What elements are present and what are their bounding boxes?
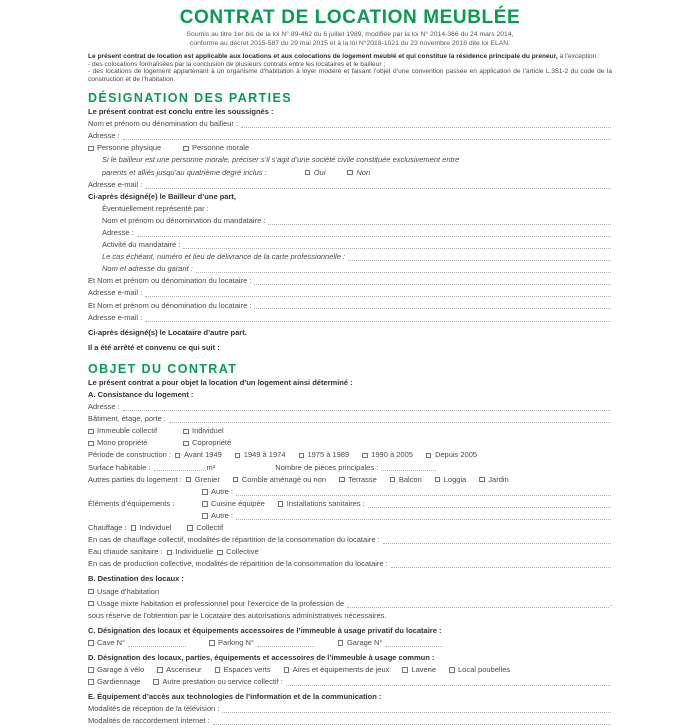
checkbox-autre-equipement[interactable] — [202, 510, 233, 522]
mandataire-address-row — [88, 227, 612, 239]
checkbox-label: Aires et équipements de jeux — [292, 665, 390, 675]
represente-row — [88, 203, 612, 215]
checkbox-chauffage-individuel[interactable] — [131, 522, 172, 534]
checkbox-jardin[interactable] — [479, 474, 508, 486]
checkbox-individuel[interactable] — [183, 425, 224, 437]
locataire-1-row — [88, 275, 612, 287]
bailleur-name-label: Nom et prénom ou dénomination du bailleur : — [88, 119, 239, 129]
checkbox-label: Laverie — [411, 665, 437, 675]
internet-field[interactable] — [213, 716, 611, 725]
checkbox-cave[interactable] — [88, 637, 125, 649]
surface-field[interactable] — [154, 462, 206, 471]
tv-label: Modalités de réception de la télévision : — [88, 704, 220, 714]
garant-label: Nom et adresse du garant : — [102, 264, 193, 274]
checkbox-aires-jeux[interactable] — [284, 664, 390, 676]
construction-period-row — [88, 449, 612, 461]
locataire-2-email-row — [88, 312, 612, 324]
checkbox-icon[interactable] — [347, 170, 353, 176]
checkbox-icon[interactable] — [339, 477, 345, 483]
hot-water-row — [88, 546, 612, 558]
checkbox-label: Comble aménagé ou non — [241, 474, 327, 484]
checkbox-label: 1975 à 1989 — [307, 450, 350, 460]
section-e-title-row — [88, 691, 612, 703]
checkbox-label: Usage d’habitation — [97, 586, 160, 596]
section-c-title-row — [88, 625, 612, 637]
checkbox-1949-1974[interactable] — [235, 449, 286, 461]
carte-pro-row — [88, 251, 612, 263]
checkbox-icon[interactable] — [299, 453, 305, 459]
property-type-row — [88, 437, 612, 449]
checkbox-cuisine-equipee[interactable] — [202, 498, 265, 510]
bailleur-name-field[interactable] — [241, 119, 611, 128]
subtitle-line-1: Soumis au titre 1er bis de la loi N° 89-462 du 6 juillet 1989, modifiée par la loi N° 2014-366 du 24 mars 2014, — [186, 31, 514, 38]
checkbox-icon[interactable] — [183, 429, 189, 435]
checkbox-label: Installations sanitaires : — [286, 498, 365, 508]
mandataire-address-field[interactable] — [137, 228, 611, 237]
section-d-title: D. Désignation des locaux, parties, équipements et accessoires de l’immeuble à usage commun : — [88, 652, 435, 662]
checkbox-icon[interactable] — [131, 525, 137, 531]
checkbox-icon[interactable] — [284, 667, 290, 673]
equipment-autre-row — [88, 510, 612, 522]
bailleur-part-row — [88, 191, 612, 203]
hot-water-note-row — [88, 558, 612, 570]
intro-bullet-2: - des locations de logement appartenant à un organisme d’habitation à loyer modéré et faisant l’objet d’une convention passée en application de l’article L.351-2 du code de la construction et de l’habitation. — [88, 68, 612, 83]
bailleur-address-label: Adresse : — [88, 131, 120, 141]
checkbox-label: Garage à vélo — [97, 665, 145, 675]
locataire-2-field[interactable] — [254, 300, 611, 309]
checkbox-garage-velo[interactable] — [88, 664, 144, 676]
checkbox-icon[interactable] — [175, 453, 181, 459]
checkbox-icon[interactable] — [278, 501, 284, 507]
cave-number-field[interactable] — [128, 638, 186, 647]
usage-habitation-row — [88, 586, 612, 598]
batiment-field[interactable] — [169, 414, 611, 423]
checkbox-gardiennage[interactable] — [88, 676, 140, 688]
checkbox-icon[interactable] — [88, 589, 94, 595]
usage-reserve-text: sous réserve de l’obtention par le Locataire des autorisations administratives nécessaires. — [88, 610, 387, 620]
checkbox-parking[interactable] — [209, 637, 254, 649]
checkbox-label: Personne physique — [97, 143, 162, 153]
checkbox-icon[interactable] — [187, 525, 193, 531]
checkbox-icon[interactable] — [88, 429, 94, 435]
section-c-title: C. Désignation des locaux et équipements accessoires de l’immeuble à usage privatif du locataire : — [88, 625, 442, 635]
checkbox-label: Jardin — [488, 474, 509, 484]
usage-reserve-row — [88, 610, 612, 622]
bailleur-email-label: Adresse e-mail : — [88, 179, 143, 189]
checkbox-balcon[interactable] — [390, 474, 422, 486]
intro-paragraph — [88, 53, 612, 83]
checkbox-label: Garage N° — [346, 637, 383, 647]
locataire-part-text: Ci-après désigné(s) le Locataire d’autre part. — [88, 327, 247, 337]
carte-pro-field[interactable] — [348, 252, 611, 261]
checkbox-copropriete[interactable] — [183, 437, 231, 449]
checkbox-icon[interactable] — [209, 640, 215, 646]
other-parts-label: Autres parties du logement : — [88, 474, 182, 484]
mandataire-address-label: Adresse : — [102, 227, 134, 237]
hot-water-label: Eau chaude sanitaire : — [88, 547, 163, 557]
page-title: CONTRAT DE LOCATION MEUBLÉE — [179, 7, 521, 28]
checkbox-icon[interactable] — [153, 679, 159, 685]
checkbox-label: Autre : — [211, 486, 234, 496]
garage-number-field[interactable] — [385, 638, 443, 647]
objet-intro: Le présent contrat a pour objet la location d’un logement ainsi déterminé : — [88, 377, 353, 387]
objet-intro-row — [88, 377, 612, 389]
building-type-row — [88, 425, 612, 437]
checkbox-avant-1949[interactable] — [175, 449, 222, 461]
checkbox-loggia[interactable] — [435, 474, 467, 486]
checkbox-label: Grenier — [194, 474, 220, 484]
checkbox-eau-collective[interactable] — [217, 546, 259, 558]
checkbox-espaces-verts[interactable] — [215, 664, 271, 676]
heating-label: Chauffage : — [88, 523, 127, 533]
mandataire-activity-field[interactable] — [183, 240, 611, 249]
checkbox-icon[interactable] — [202, 513, 208, 519]
checkbox-icon[interactable] — [390, 477, 396, 483]
intro-rest: à l’exception : — [557, 53, 600, 61]
hot-water-note-field[interactable] — [391, 559, 611, 568]
checkbox-label: Cave N° — [97, 637, 126, 647]
checkbox-icon[interactable] — [426, 453, 432, 459]
section-b-title-row — [88, 573, 612, 585]
checkbox-label: 1990 à 2005 — [371, 450, 413, 460]
locataire-2-label: Et Nom et prénom ou dénomination du locataire : — [88, 300, 252, 310]
person-type-row — [88, 142, 612, 154]
tv-row — [88, 703, 612, 715]
morale-note-line-2: parents et alliés jusqu’au quatrième degré inclus : — [102, 167, 267, 177]
checkbox-icon[interactable] — [402, 667, 408, 673]
checkbox-icon[interactable] — [217, 550, 223, 556]
morale-note-row-2 — [88, 167, 612, 179]
checkbox-terrasse[interactable] — [339, 474, 377, 486]
checkbox-eau-individuelle[interactable] — [167, 546, 214, 558]
checkbox-autre-prestation[interactable] — [153, 676, 282, 688]
checkbox-label: Immeuble collectif — [97, 426, 158, 436]
checkbox-label: Espaces verts — [223, 665, 271, 675]
section-d-title-row — [88, 652, 612, 664]
checkbox-icon[interactable] — [186, 477, 192, 483]
bailleur-email-row — [88, 179, 612, 191]
morale-note-row-1 — [88, 154, 612, 166]
heating-note-row — [88, 534, 612, 546]
locataire-1-email-row — [88, 287, 612, 299]
checkbox-chauffage-collectif[interactable] — [187, 522, 223, 534]
checkbox-usage-habitation[interactable] — [88, 586, 159, 598]
checkbox-installations-sanitaires[interactable] — [278, 498, 365, 510]
bailleur-address-row — [88, 130, 612, 142]
section-heading-designation: DÉSIGNATION DES PARTIES — [88, 91, 292, 106]
intro-bullet-1: - des colocations formalisées par la conclusion de plusieurs contrats entre les locataires et le bailleur ; — [88, 60, 386, 68]
usage-mixte-row — [88, 598, 612, 610]
surface-label: Surface habitable : — [88, 462, 151, 472]
section-a-title: A. Consistance du logement : — [88, 390, 194, 399]
checkbox-label: Cuisine équipée — [211, 498, 265, 508]
checkbox-label: Balcon — [398, 474, 422, 484]
checkbox-label: Depuis 2005 — [434, 450, 478, 460]
checkbox-label: Autre : — [211, 510, 234, 520]
checkbox-label: Ascenseur — [166, 665, 202, 675]
checkbox-immeuble-collectif[interactable] — [88, 425, 183, 437]
garant-row — [88, 263, 612, 275]
bailleur-email-field[interactable] — [145, 180, 611, 189]
mandataire-activity-label: Activité du mandataire : — [102, 240, 181, 250]
checkbox-label: Parking N° — [218, 637, 254, 647]
checkbox-icon[interactable] — [233, 477, 239, 483]
legal-subtitle — [88, 30, 612, 48]
internet-row — [88, 715, 612, 727]
checkbox-label: Oui — [313, 167, 326, 177]
checkbox-label: Copropriété — [192, 438, 232, 448]
checkbox-icon[interactable] — [235, 453, 241, 459]
usage-mixte-period: . — [609, 598, 612, 608]
locataire-1-email-field[interactable] — [145, 288, 611, 297]
mandataire-activity-row — [88, 239, 612, 251]
checkbox-icon[interactable] — [88, 601, 94, 607]
checkbox-autre-partie[interactable] — [202, 486, 233, 498]
m2-unit: m² — [206, 462, 216, 472]
section-b-title: B. Destination des locaux : — [88, 574, 184, 584]
locataire-1-label: Et Nom et prénom ou dénomination du locataire : — [88, 276, 252, 286]
locataire-2-email-field[interactable] — [145, 313, 611, 322]
mandataire-name-label: Nom et prénom ou dénomination du mandataire : — [102, 215, 266, 225]
heating-note-label: En cas de chauffage collectif, modalités de répartition de la consommation du locataire : — [88, 535, 380, 545]
checkbox-oui[interactable] — [305, 167, 326, 179]
checkbox-mono-propriete[interactable] — [88, 437, 183, 449]
pieces-label: Nombre de pièces principales : — [275, 462, 379, 472]
checkbox-1975-1989[interactable] — [299, 449, 350, 461]
checkbox-depuis-2005[interactable] — [426, 449, 477, 461]
checkbox-icon[interactable] — [305, 170, 311, 176]
locataire-2-row — [88, 300, 612, 312]
surface-row — [88, 462, 612, 474]
designation-intro: Le présent contrat est conclu entre les soussignés : — [88, 107, 274, 117]
common-areas-row — [88, 664, 612, 676]
checkbox-label: Non — [356, 167, 371, 177]
period-label: Période de construction : — [88, 450, 171, 460]
checkbox-label: Individuelle — [175, 547, 214, 557]
checkbox-icon[interactable] — [183, 441, 189, 447]
batiment-label: Bâtiment, étage, porte : — [88, 414, 166, 424]
other-parts-row — [88, 474, 612, 486]
checkbox-laverie[interactable] — [402, 664, 436, 676]
represente-label: Éventuellement représenté par : — [102, 203, 209, 213]
section-a-title-row — [88, 389, 612, 401]
checkbox-icon[interactable] — [88, 640, 94, 646]
locataire-part-row — [88, 327, 612, 339]
checkbox-label: Usage mixte habitation et professionnel pour l’exercice de la profession de — [97, 598, 345, 608]
checkbox-label: Mono propriété — [97, 438, 148, 448]
checkbox-label: Personne morale — [192, 143, 250, 153]
gardiennage-row — [88, 676, 612, 688]
mandataire-name-row — [88, 215, 612, 227]
checkbox-label: Local poubelles — [458, 665, 511, 675]
batiment-row — [88, 413, 612, 425]
section-e-title: E. Équipement d’accès aux technologies de l’information et de la communication : — [88, 692, 382, 702]
checkbox-icon[interactable] — [88, 441, 94, 447]
checkbox-icon[interactable] — [183, 146, 189, 152]
equipment-label: Éléments d’équipements : — [88, 498, 175, 508]
checkbox-usage-mixte[interactable] — [88, 598, 344, 610]
checkbox-icon[interactable] — [449, 667, 455, 673]
locataire-2-email-label: Adresse e-mail : — [88, 312, 143, 322]
equipment-row — [88, 498, 612, 510]
private-accessories-row — [88, 637, 612, 649]
logement-address-label: Adresse : — [88, 402, 120, 412]
checkbox-label: 1949 à 1974 — [243, 450, 286, 460]
autre-equipement-field[interactable] — [236, 511, 611, 520]
checkbox-garage[interactable] — [338, 637, 383, 649]
hot-water-note-label: En cas de production collective, modalités de répartition de la consommation du locataire : — [88, 559, 388, 569]
arrete-row — [88, 342, 612, 354]
checkbox-icon[interactable] — [88, 679, 94, 685]
checkbox-icon[interactable] — [157, 667, 163, 673]
checkbox-icon[interactable] — [202, 489, 208, 495]
arrete-text: Il a été arrêté et convenu ce qui suit : — [88, 342, 220, 352]
other-parts-autre-row — [88, 486, 612, 498]
internet-label: Modalités de raccordement internet : — [88, 716, 210, 726]
checkbox-personne-morale[interactable] — [183, 142, 249, 154]
checkbox-ascenseur[interactable] — [157, 664, 201, 676]
carte-pro-label: Le cas échéant, numéro et lieu de délivrance de la carte professionnelle : — [102, 252, 346, 262]
checkbox-label: Collectif — [196, 523, 224, 533]
bailleur-part-text: Ci-après désigné(e) le Bailleur d’une part, — [88, 191, 236, 201]
mandataire-name-field[interactable] — [268, 216, 611, 225]
checkbox-icon[interactable] — [435, 477, 441, 483]
checkbox-personne-physique[interactable] — [88, 142, 183, 154]
checkbox-local-poubelles[interactable] — [449, 664, 510, 676]
logement-address-field[interactable] — [123, 402, 611, 411]
bailleur-address-field[interactable] — [123, 131, 611, 140]
garant-field[interactable] — [196, 264, 611, 273]
checkbox-icon[interactable] — [215, 667, 221, 673]
checkbox-icon[interactable] — [479, 477, 485, 483]
autre-partie-field[interactable] — [236, 487, 611, 496]
morale-note-line-1: Si le bailleur est une personne morale, préciser s’il s’agit d’une société civile constituée exclusivement entre — [102, 155, 460, 165]
checkbox-label: Individuel — [139, 523, 172, 533]
checkbox-label: Avant 1949 — [183, 450, 222, 460]
autre-prestation-field[interactable] — [286, 677, 611, 686]
checkbox-label: Gardiennage — [97, 677, 141, 687]
checkbox-comble[interactable] — [233, 474, 326, 486]
checkbox-non[interactable] — [347, 167, 370, 179]
checkbox-label: Collective — [226, 547, 259, 557]
designation-intro-row — [88, 106, 612, 118]
checkbox-label: Individuel — [192, 426, 224, 436]
heating-note-field[interactable] — [383, 535, 611, 544]
section-heading-objet: OBJET DU CONTRAT — [88, 361, 238, 376]
pieces-field[interactable] — [381, 462, 436, 471]
checkbox-label: Terrasse — [348, 474, 377, 484]
sanitaires-field[interactable] — [368, 499, 611, 508]
bailleur-name-row — [88, 118, 612, 130]
contract-document — [88, 0, 612, 728]
logement-address-row — [88, 401, 612, 413]
checkbox-icon[interactable] — [88, 146, 94, 152]
checkbox-1990-2005[interactable] — [362, 449, 413, 461]
profession-field[interactable] — [347, 599, 609, 608]
checkbox-icon[interactable] — [88, 667, 94, 673]
locataire-1-email-label: Adresse e-mail : — [88, 288, 143, 298]
tv-field[interactable] — [222, 704, 611, 713]
checkbox-grenier[interactable] — [186, 474, 220, 486]
subtitle-line-2: conforme au décret 2015-587 du 29 mai 2015 et à la loi N°2018-1021 du 23 novembre 2018 dite loi ELAN. — [189, 40, 511, 48]
heating-row — [88, 522, 612, 534]
locataire-1-field[interactable] — [254, 276, 611, 285]
checkbox-icon[interactable] — [362, 453, 368, 459]
checkbox-icon[interactable] — [202, 501, 208, 507]
checkbox-label: Loggia — [443, 474, 467, 484]
checkbox-icon[interactable] — [338, 640, 344, 646]
checkbox-icon[interactable] — [167, 550, 173, 556]
checkbox-label: Autre prestation ou service collectif : — [162, 677, 283, 687]
parking-number-field[interactable] — [257, 638, 315, 647]
intro-bold: Le présent contrat de location est applicable aux locations et aux colocations de logement meublé et qui constitue la résidence principale du preneur, — [88, 53, 558, 61]
